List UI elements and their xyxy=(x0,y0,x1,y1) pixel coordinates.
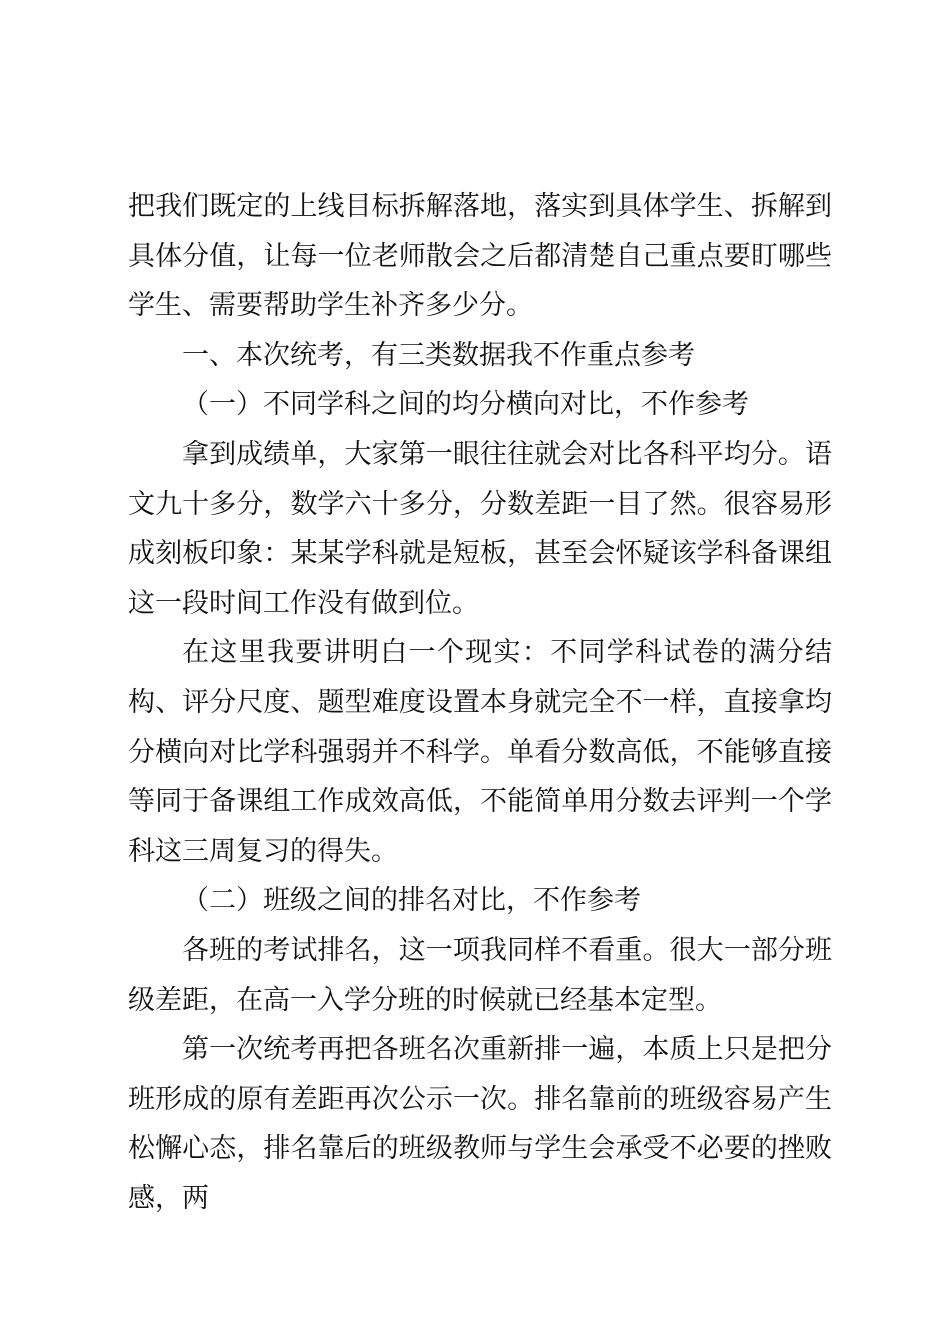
paragraph: 各班的考试排名，这一项我同样不看重。很大一部分班级差距，在高一入学分班的时候就已经基本定型。 xyxy=(128,934,832,1016)
subsection-heading-1: （一）不同学科之间的均分横向对比，不作参考 xyxy=(182,389,749,421)
paragraph: 第一次统考再把各班名次重新排一遍，本质上只是把分班形成的原有差距再次公示一次。排名靠前的班级容易产生松懈心态，排名靠后的班级教师与学生会承受不必要的挫败感，两 xyxy=(128,1034,832,1214)
paragraph-continued: 把我们既定的上线目标拆解落地，落实到具体学生、拆解到具体分值，让每一位老师散会之后都清楚自己重点要盯哪些学生、需要帮助学生补齐多少分。 xyxy=(128,191,832,322)
document-body xyxy=(128,182,832,1223)
paragraph: 在这里我要讲明白一个现实：不同学科试卷的满分结构、评分尺度、题型难度设置本身就完全不一样，直接拿均分横向对比学科强弱并不科学。单看分数高低，不能够直接等同于备课组工作成效高低，不能简单用分数去评判一个学科这三周复习的得失。 xyxy=(128,637,832,867)
subsection-heading-2: （二）班级之间的排名对比，不作参考 xyxy=(182,885,641,917)
section-heading: 一、本次统考，有三类数据我不作重点参考 xyxy=(182,339,695,371)
paragraph: 拿到成绩单，大家第一眼往往就会对比各科平均分。语文九十多分，数学六十多分，分数差距一目了然。很容易形成刻板印象：某某学科就是短板，甚至会怀疑该学科备课组这一段时间工作没有做到位。 xyxy=(128,438,832,619)
